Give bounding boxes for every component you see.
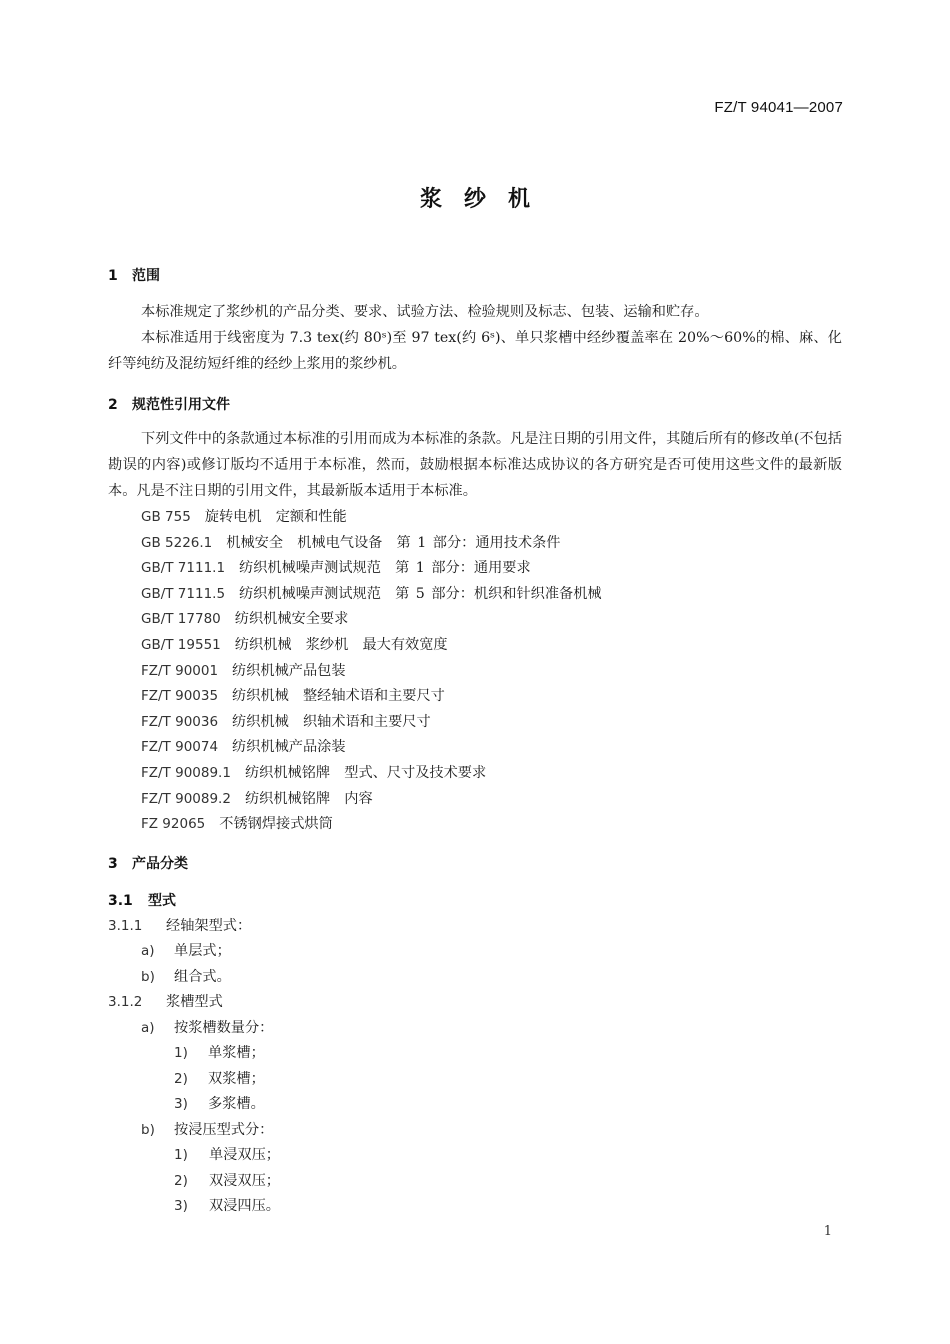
list-item: b) 按浸压型式分：	[141, 1122, 274, 1138]
reference-item: FZ 92065 不锈钢焊接式烘筒	[141, 816, 333, 833]
section-3-title: 产品分类	[132, 856, 188, 872]
page-number: 1	[823, 1224, 832, 1239]
list-item: 2) 双浆槽；	[174, 1071, 265, 1087]
reference-item: GB/T 19551 纺织机械 浆纱机 最大有效宽度	[141, 636, 448, 653]
section-1-number: 1	[108, 268, 118, 284]
reference-item: FZ/T 90089.1 纺织机械铭牌 型式、尺寸及技术要求	[141, 764, 487, 781]
section-2-body	[108, 426, 842, 504]
section-1-paragraph-1: 本标准规定了浆纱机的产品分类、要求、试验方法、检验规则及标志、包装、运输和贮存。	[141, 304, 709, 320]
page-title: 浆纱机	[419, 187, 552, 212]
reference-item: GB 755 旋转电机 定额和性能	[141, 509, 347, 525]
reference-item: FZ/T 90035 纺织机械 整经轴术语和主要尺寸	[141, 688, 445, 705]
section-1-body	[108, 299, 842, 377]
standard-code: FZ/T 94041—2007	[714, 99, 843, 116]
list-item: 1) 单浆槽；	[174, 1045, 265, 1061]
reference-item: FZ/T 90074 纺织机械产品涂装	[141, 739, 346, 756]
reference-item: GB 5226.1 机械安全 机械电气设备 第 1 部分：通用技术条件	[141, 534, 561, 551]
list-item: 1) 单浸双压；	[174, 1147, 280, 1163]
section-3-heading	[108, 853, 188, 873]
section-3-number: 3	[108, 856, 118, 872]
section-2-heading	[108, 394, 230, 414]
section-2-number: 2	[108, 397, 118, 413]
section-1-title: 范围	[132, 268, 160, 284]
reference-item: FZ/T 90089.2 纺织机械铭牌 内容	[141, 790, 373, 807]
list-item: 2) 双浸双压；	[174, 1173, 280, 1189]
subsection-3-1-heading: 3.1 型式	[108, 893, 176, 909]
list-item: 3) 多浆槽。	[174, 1096, 265, 1112]
reference-item: GB/T 7111.5 纺织机械噪声测试规范 第 5 部分：机织和针织准备机械	[141, 585, 602, 602]
clause-3-1-2: 3.1.2 浆槽型式	[108, 994, 223, 1010]
reference-item: FZ/T 90036 纺织机械 织轴术语和主要尺寸	[141, 713, 431, 730]
reference-list	[141, 505, 602, 838]
list-item: a) 按浆槽数量分：	[141, 1020, 274, 1036]
list-item: a) 单层式；	[141, 943, 231, 959]
list-item: 3) 双浸四压。	[174, 1198, 280, 1214]
section-1-heading	[108, 265, 160, 285]
reference-item: GB/T 7111.1 纺织机械噪声测试规范 第 1 部分：通用要求	[141, 560, 531, 577]
section-2-title: 规范性引用文件	[132, 397, 230, 413]
reference-item: FZ/T 90001 纺织机械产品包装	[141, 662, 346, 679]
list-item: b) 组合式。	[141, 969, 231, 985]
section-1-paragraph-2: 本标准适用于线密度为 7.3 tex(约 80ˢ)至 97 tex(约 6ˢ)、单只浆槽中经纱覆盖率在 20%～60%的棉、麻、化纤等纯纺及混纺短纤维的经纱上浆用的浆纱机。	[108, 330, 842, 372]
section-2-paragraph: 下列文件中的条款通过本标准的引用而成为本标准的条款。凡是注日期的引用文件，其随后所有的修改单(不包括勘误的内容)或修订版均不适用于本标准，然而，鼓励根据本标准达成协议的各方研究是否可使用这些文件的最新版本。凡是不注日期的引用文件，其最新版本适用于本标准。	[108, 431, 842, 499]
reference-item: GB/T 17780 纺织机械安全要求	[141, 611, 349, 628]
clause-3-1-1: 3.1.1 经轴架型式：	[108, 918, 252, 934]
